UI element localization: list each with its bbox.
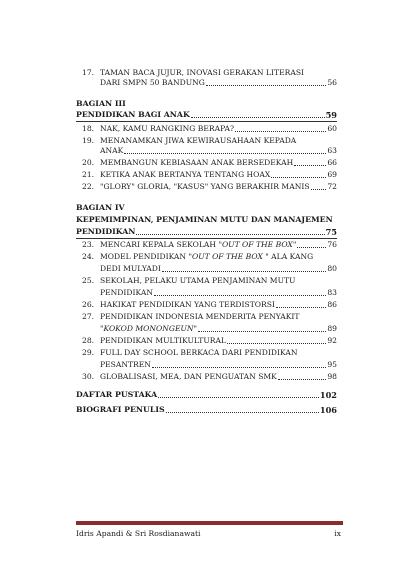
entry-title: NAK, KAMU RANGKING BERAPA? xyxy=(100,124,235,133)
entry-number: 30. xyxy=(82,372,95,381)
dot-leader xyxy=(154,294,326,296)
entry-number: 25. xyxy=(82,276,95,285)
page-number: 59 xyxy=(325,110,337,120)
entry-title: PENDIDIKAN MULTIKULTURAL xyxy=(100,336,226,345)
page-number: 75 xyxy=(325,227,337,237)
entry-title: PENDIDIKAN INDONESIA MENDERITA PENYAKIT xyxy=(100,312,300,321)
part-title-text: PENDIDIKAN BAGI ANAK xyxy=(76,110,190,119)
dot-leader xyxy=(162,270,326,272)
dot-leader xyxy=(276,306,326,308)
toc-entry-25-line2[interactable] xyxy=(100,288,337,298)
toc-entry-24-line1[interactable] xyxy=(82,252,313,262)
page-number: 69 xyxy=(327,170,337,179)
page-number: 92 xyxy=(327,336,337,345)
toc-entry-29-line1[interactable] xyxy=(82,348,297,358)
entry-title-continued: ANAK xyxy=(100,146,124,155)
entry-title-continued: DEDI MULYADI xyxy=(100,264,161,273)
toc-entry-30[interactable] xyxy=(82,372,337,382)
part-title-text: PENDIDIKAN xyxy=(76,227,136,236)
page-number: 89 xyxy=(327,324,337,333)
page-number: 83 xyxy=(327,288,337,297)
entry-title: BIOGRAFI PENULIS xyxy=(76,405,165,414)
dot-leader xyxy=(124,152,326,154)
entry-title: MEMBANGUN KEBIASAAN ANAK BERSEDEKAH xyxy=(100,158,294,167)
dot-leader xyxy=(297,246,326,248)
part-title-underline xyxy=(76,121,337,122)
page-number: 60 xyxy=(327,124,337,133)
dot-leader xyxy=(191,116,325,118)
dot-leader xyxy=(206,84,326,86)
dot-leader xyxy=(235,130,326,132)
part-heading-4: BAGIAN IV xyxy=(76,203,125,212)
dot-leader xyxy=(166,411,319,413)
entry-number: 19. xyxy=(82,136,95,145)
entry-number: 17. xyxy=(82,68,95,77)
entry-number: 20. xyxy=(82,158,95,167)
entry-title: KETIKA ANAK BERTANYA TENTANG HOAX xyxy=(100,170,271,179)
dot-leader xyxy=(158,396,319,398)
entry-number: 29. xyxy=(82,348,95,357)
part-heading-3: BAGIAN III xyxy=(76,99,126,108)
toc-entry-21[interactable] xyxy=(82,170,337,180)
part-title-underline xyxy=(76,238,337,239)
entry-title: DAFTAR PUSTAKA xyxy=(76,390,158,399)
page-number: 98 xyxy=(327,372,337,381)
toc-entry-22[interactable] xyxy=(82,182,337,192)
entry-number: 26. xyxy=(82,300,95,309)
toc-entry-29-line2[interactable] xyxy=(100,360,337,370)
dot-leader xyxy=(152,366,326,368)
entry-title-tail: ALA KANG xyxy=(268,252,314,261)
toc-entry-18[interactable] xyxy=(82,124,337,134)
dot-leader xyxy=(271,176,326,178)
entry-number: 22. xyxy=(82,182,95,191)
footer-page-number: ix xyxy=(334,529,341,538)
dot-leader xyxy=(294,164,326,166)
dot-leader xyxy=(136,233,324,235)
entry-title-continued: "KOKOD MONONGEUN" xyxy=(100,324,198,333)
page-number: 80 xyxy=(327,264,337,273)
page-number: 86 xyxy=(327,300,337,309)
entry-title-continued: DARI SMPN 50 BANDUNG xyxy=(100,78,205,87)
entry-number: 24. xyxy=(82,252,95,261)
dot-leader xyxy=(278,378,326,380)
toc-entry-23[interactable] xyxy=(82,240,337,250)
toc-entry-19-line1[interactable] xyxy=(82,136,296,146)
toc-entry-24-line2[interactable] xyxy=(100,264,337,274)
toc-entry-25-line1[interactable] xyxy=(82,276,295,286)
part-title-4-line2[interactable] xyxy=(76,227,337,237)
page-number: 72 xyxy=(327,182,337,191)
footer-authors: Idris Apandi & Sri Rosdianawati xyxy=(76,529,201,538)
entry-title-continued: PENDIDIKAN xyxy=(100,288,153,297)
page-number: 95 xyxy=(327,360,337,369)
toc-entry-27-line1[interactable] xyxy=(82,312,299,322)
page-number: 106 xyxy=(319,405,337,415)
toc-entry-27-line2[interactable] xyxy=(100,324,337,334)
entry-number: 27. xyxy=(82,312,95,321)
toc-entry-17-line2[interactable] xyxy=(100,78,337,88)
entry-title: MENCARI KEPALA SEKOLAH "OUT OF THE BOX" xyxy=(100,240,297,249)
part-title-3[interactable] xyxy=(76,110,337,120)
page-number: 102 xyxy=(319,390,337,400)
entry-title: SEKOLAH, PELAKU UTAMA PENJAMINAN MUTU xyxy=(100,276,296,285)
toc-entry-28[interactable] xyxy=(82,336,337,346)
toc-entry-17-line1[interactable] xyxy=(82,68,304,78)
toc-daftar-pustaka[interactable] xyxy=(76,390,337,400)
entry-number: 18. xyxy=(82,124,95,133)
entry-title: MODEL PENDIDIKAN xyxy=(100,252,189,261)
entry-number: 23. xyxy=(82,240,95,249)
dot-leader xyxy=(198,330,326,332)
entry-title-italic: "OUT OF THE BOX " xyxy=(188,252,269,261)
page-number: 56 xyxy=(327,78,337,87)
toc-entry-20[interactable] xyxy=(82,158,337,168)
entry-title: FULL DAY SCHOOL BERKACA DARI PENDIDIKAN xyxy=(100,348,298,357)
entry-title: MENANAMKAN JIWA KEWIRAUSAHAAN KEPADA xyxy=(100,136,297,145)
toc-entry-19-line2[interactable] xyxy=(100,146,337,156)
footer-rule xyxy=(76,521,343,525)
entry-title: "GLORY" GLORIA, "KASUS" YANG BERAKHIR MANIS xyxy=(100,182,310,191)
entry-title: GLOBALISASI, MEA, DAN PENGUATAN SMK xyxy=(100,372,277,381)
entry-title: HAKIKAT PENDIDIKAN YANG TERDISTORSI xyxy=(100,300,275,309)
toc-biografi-penulis[interactable] xyxy=(76,405,337,415)
page-number: 66 xyxy=(327,158,337,167)
entry-title: TAMAN BACA JUJUR, INOVASI GERAKAN LITERASI xyxy=(100,68,305,77)
page-number: 76 xyxy=(327,240,337,249)
part-title-4-line1[interactable]: KEPEMIMPINAN, PENJAMINAN MUTU DAN MANAJEMEN xyxy=(76,215,333,224)
dot-leader xyxy=(311,188,327,190)
entry-number: 28. xyxy=(82,336,95,345)
toc-entry-26[interactable] xyxy=(82,300,337,310)
dot-leader xyxy=(227,342,326,344)
entry-number: 21. xyxy=(82,170,95,179)
entry-title-continued: PESANTREN xyxy=(100,360,151,369)
page-number: 63 xyxy=(327,146,337,155)
